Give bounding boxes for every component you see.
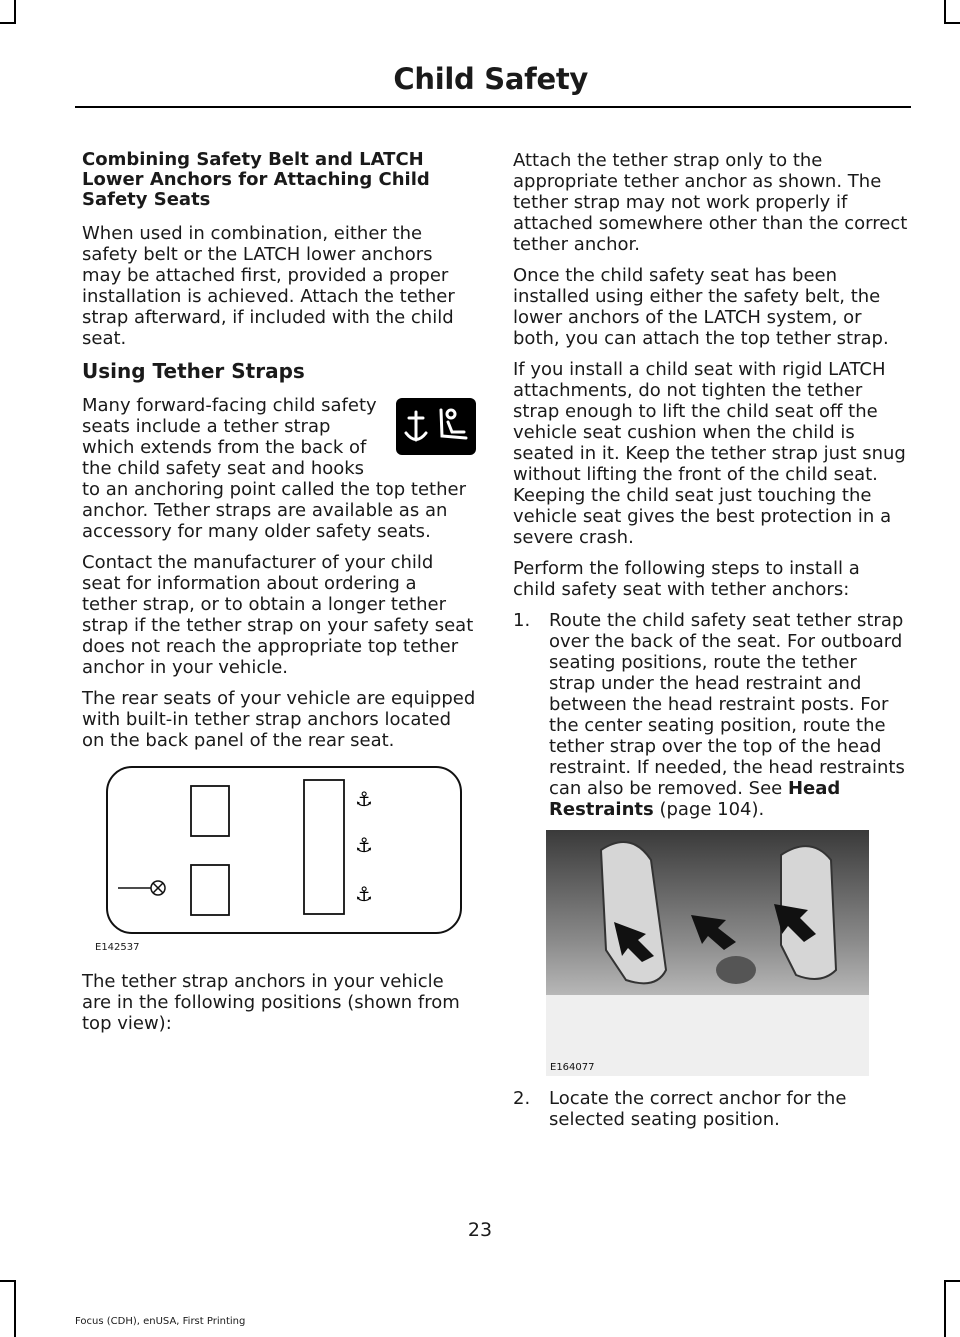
rear-seat-outline xyxy=(304,780,344,914)
tether-anchor-icon: ⚓ xyxy=(355,833,373,857)
crop-mark xyxy=(944,0,946,22)
seat-outline xyxy=(191,786,229,836)
step-1 xyxy=(513,610,908,820)
para-tether-1: Many forward-facing child safety seats include a tether strap which extends from the back of the child safety seat and hooks to an anchoring point called the top tether anchor. Tether straps are available as an accessory for many older safety seats. xyxy=(82,395,466,542)
child-seat-warning-icon xyxy=(396,398,476,455)
para-tether-3: The rear seats of your vehicle are equipped with built-in tether strap anchors located on the back panel of the rear seat. xyxy=(82,688,476,751)
step-text: Route the child safety seat tether strap over the back of the seat. For outboard seating positions, route the tether strap under the head restraint and between the head restraint posts. For the center seating position, route the tether strap over the top of the head restraint. If needed, the head restraints can also be removed. See xyxy=(549,610,905,799)
head-restraint-photo xyxy=(546,830,869,1076)
section-title: Child Safety xyxy=(393,62,588,96)
heading-combining: Combining Safety Belt and LATCH Lower Anchors for Attaching Child Safety Seats xyxy=(82,149,430,210)
page-reference: (page 104). xyxy=(659,799,765,820)
para-combining: When used in combination, either the safety belt or the LATCH lower anchors may be attached first, provided a proper installation is achieved. Attach the tether strap afterward, if included with the child seat. xyxy=(82,223,455,349)
crop-mark xyxy=(14,1280,16,1337)
crop-mark xyxy=(0,22,16,24)
head-restraints-link[interactable]: Head Restraints xyxy=(549,778,841,820)
para-right-2: Once the child safety seat has been installed using either the safety belt, the lower anchors of the LATCH system, or both, you can attach the top tether strap. xyxy=(513,265,889,349)
para-right-1: Attach the tether strap only to the appropriate tether anchor as shown. The tether strap may not work properly if attached somewhere other than the correct tether anchor. xyxy=(513,150,908,255)
para-tether-2: Contact the manufacturer of your child seat for information about ordering a tether strap, or to obtain a longer tether strap if the tether strap on your safety seat does not reach the appropriate top tether anchor in your vehicle. xyxy=(82,552,474,678)
step-number: 1. xyxy=(513,610,531,631)
crop-mark xyxy=(14,0,16,22)
right-column xyxy=(513,150,908,1140)
para-right-3: If you install a child seat with rigid LATCH attachments, do not tighten the tether strap enough to lift the child seat off the vehicle seat cushion when the child is seated in it. Keep the tether strap just snug without lifting the front of the child seat. Keeping the child seat just touching the vehicle seat gives the best protection in a severe crash. xyxy=(513,359,906,548)
tether-anchor-icon: ⚓ xyxy=(355,787,373,811)
crop-mark xyxy=(0,1280,16,1282)
crop-mark xyxy=(944,22,960,24)
footer-text: Focus (CDH), enUSA, First Printing xyxy=(75,1316,246,1327)
crop-mark xyxy=(944,1280,946,1337)
crop-mark xyxy=(944,1280,960,1282)
para-positions: The tether strap anchors in your vehicle are in the following positions (shown from top view): xyxy=(82,971,460,1034)
heading-using-tether-straps: Using Tether Straps xyxy=(82,359,305,383)
figure-id: E164077 xyxy=(550,1062,595,1073)
step-text: Locate the correct anchor for the selected seating position. xyxy=(549,1088,847,1130)
header-rule xyxy=(75,106,911,108)
figure-id: E142537 xyxy=(95,942,140,953)
page-number: 23 xyxy=(467,1219,493,1241)
seat-outline xyxy=(191,865,229,915)
steps-list xyxy=(513,1088,908,1130)
left-column xyxy=(82,150,476,1044)
arrow-icon xyxy=(691,915,736,950)
tether-anchor-icon: ⚓ xyxy=(355,882,373,906)
step-number: 2. xyxy=(513,1088,531,1109)
tether-anchor-diagram xyxy=(93,766,465,938)
step-2 xyxy=(513,1088,908,1130)
para-right-4: Perform the following steps to install a child safety seat with tether anchors: xyxy=(513,558,860,600)
steps-list xyxy=(513,610,908,820)
